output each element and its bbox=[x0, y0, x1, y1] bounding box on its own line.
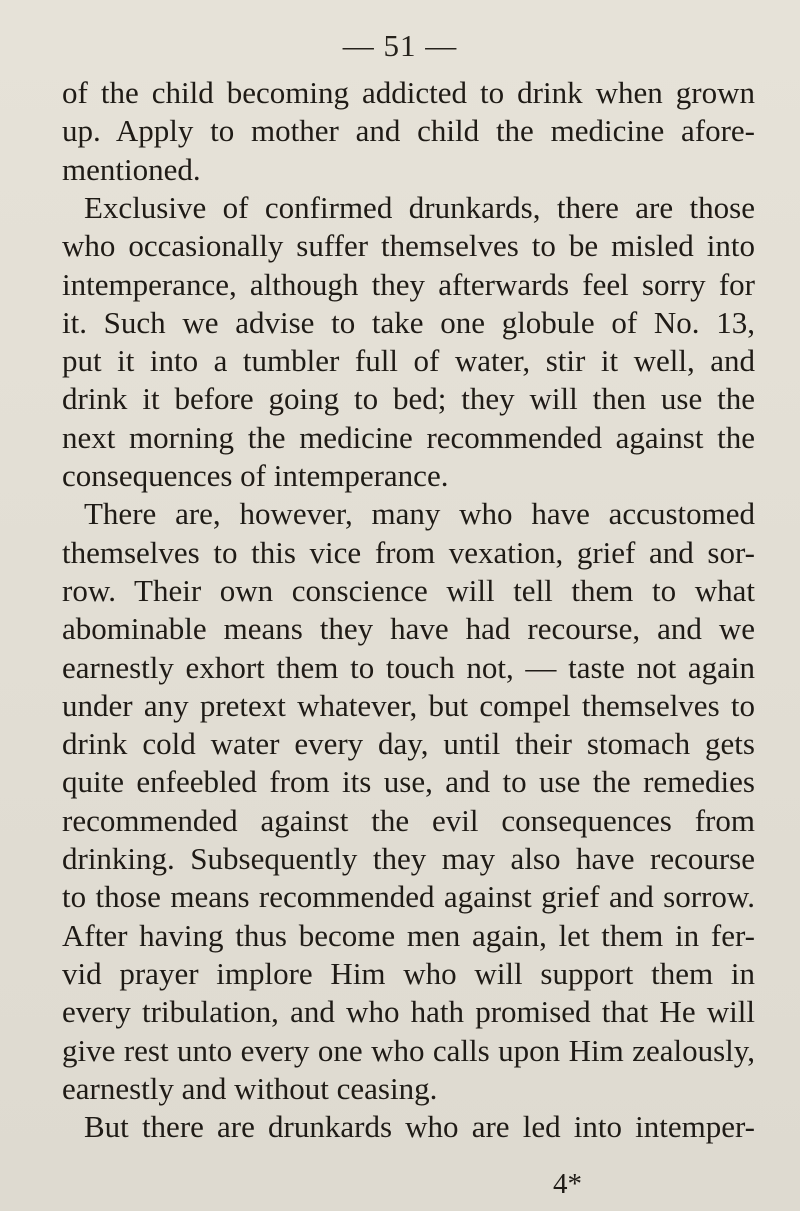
text-line: put it into a tumbler full of water, stir it well, and bbox=[62, 343, 755, 379]
text-line: consequences of intemperance. bbox=[62, 458, 449, 493]
text-line: earnestly and without ceasing. bbox=[62, 1070, 438, 1106]
text-line: There are, however, many who have accustomed bbox=[84, 496, 755, 532]
text-line: next morning the medicine recommended against the bbox=[62, 419, 755, 455]
text-line: drinking. Subsequently they may also have recourse bbox=[62, 841, 755, 876]
text-line: quite enfeebled from its use, and to use the remedies bbox=[62, 764, 755, 800]
text-line: But there are drunkards who are led into intemper- bbox=[84, 1109, 755, 1145]
text-line: of the child becoming addicted to drink when grown bbox=[62, 75, 755, 110]
text-line: themselves to this vice from vexation, grief and sor- bbox=[62, 534, 755, 570]
text-line: every tribulation, and who hath promised that He will bbox=[62, 994, 755, 1030]
text-line: Exclusive of confirmed drunkards, there are those bbox=[84, 189, 755, 225]
text-line: drink it before going to bed; they will then use the bbox=[62, 381, 755, 417]
text-line: who occasionally suffer themselves to be misled into bbox=[62, 228, 755, 264]
text-line: under any pretext whatever, but compel themselves to bbox=[62, 687, 755, 723]
text-line: mentioned. bbox=[62, 151, 201, 187]
signature-mark: 4* bbox=[553, 1168, 582, 1200]
text-line: abominable means they have had recourse, and we bbox=[62, 611, 755, 647]
text-line: drink cold water every day, until their stomach gets bbox=[62, 726, 755, 762]
text-line: row. Their own conscience will tell them to what bbox=[62, 572, 755, 608]
text-line: After having thus become men again, let them in fer- bbox=[62, 917, 755, 953]
text-line: recommended against the evil consequences from bbox=[62, 802, 755, 838]
text-line: vid prayer implore Him who will support them in bbox=[62, 955, 755, 991]
text-line: it. Such we advise to take one globule of No. 13, bbox=[62, 304, 755, 340]
text-line: to those means recommended against grief and sorrow. bbox=[62, 879, 755, 915]
text-line: give rest unto every one who calls upon Him zealously, bbox=[62, 1032, 755, 1068]
page-number: — 51 — bbox=[342, 28, 458, 63]
text-line: intemperance, although they afterwards feel sorry for bbox=[62, 266, 755, 302]
text-line: earnestly exhort them to touch not, — taste not again bbox=[62, 649, 755, 685]
text-line: up. Apply to mother and child the medicine afore- bbox=[62, 113, 755, 149]
